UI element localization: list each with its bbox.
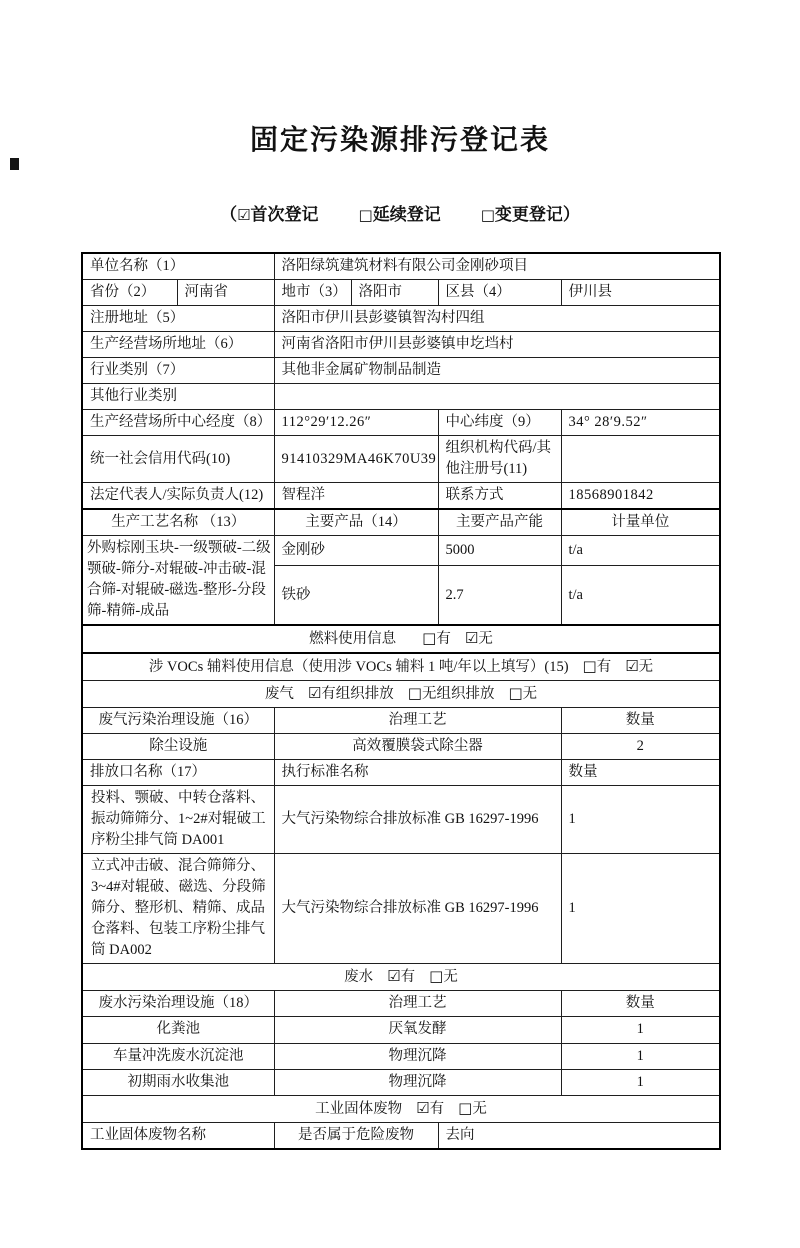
latitude-value: 34° 28′9.52″ [561,410,720,436]
paren-close: ） [562,205,580,224]
table-row [82,1069,720,1095]
outlet-name-cell: 立式冲击破、混合筛筛分、3~4#对辊破、磁选、分段筛筛分、整形机、精筛、成品仓落料、包装工序粉尘排气筒 DA002 [82,854,274,964]
checkbox-fuel-no-icon[interactable]: ☑ [464,629,479,648]
org-code-value [561,436,720,483]
county-value: 伊川县 [561,280,720,306]
unit-name-label: 单位名称（1） [82,253,274,280]
table-row [82,332,720,358]
table-row [82,410,720,436]
checkbox-vocs-no-icon[interactable]: ☑ [625,657,639,676]
solid-waste-yes-label: 有 [429,1100,445,1117]
waste-water-no-label: 无 [443,969,458,986]
credit-code-label: 统一社会信用代码(10) [82,436,274,483]
waste-water-yes-label: 有 [400,969,416,986]
product-unit-cell: t/a [561,536,720,566]
water-count-header: 数量 [561,991,720,1017]
unit-of-measure-header: 计量单位 [561,509,720,536]
water-facility-process-cell: 厌氧发酵 [274,1017,561,1043]
vocs-yes-label: 有 [596,659,612,676]
checkbox-solid-waste-yes-icon[interactable]: ☑ [416,1098,430,1117]
outlet-name-cell: 投料、颚破、中转仓落料、振动筛筛分、1~2#对辊破工序粉尘排气筒 DA001 [82,786,274,854]
province-value: 河南省 [177,280,274,306]
checkbox-change-registration-icon[interactable]: □ [480,206,495,224]
table-row [82,384,720,410]
table-row [82,653,720,681]
waste-water-label: 废水 [344,969,374,986]
outlet-name-header: 排放口名称（17） [82,760,274,786]
gas-facility-header: 废气污染治理设施（16） [82,708,274,734]
process-description-cell: 外购棕刚玉块-一级颚破-二级颚破-筛分-对辊破-冲击破-混合筛-对辊破-磁选-整形-分段筛-精筛-成品 [82,536,274,626]
table-row [82,1095,720,1122]
outlet-standard-header: 执行标准名称 [274,760,561,786]
solid-waste-name-header: 工业固体废物名称 [82,1122,274,1149]
organized-emission-label: 有组织排放 [321,686,394,703]
legal-representative-value: 智程洋 [274,483,438,510]
water-facility-header: 废水污染治理设施（18） [82,991,274,1017]
other-industry-value [274,384,720,410]
contact-label: 联系方式 [438,483,561,510]
outlet-standard-cell: 大气污染物综合排放标准 GB 16297-1996 [274,786,561,854]
water-facility-process-cell: 物理沉降 [274,1043,561,1069]
city-value: 洛阳市 [351,280,438,306]
table-row [82,625,720,653]
registered-address-label: 注册地址（5） [82,306,274,332]
water-facility-name-cell: 车量冲洗废水沉淀池 [82,1043,274,1069]
product-unit-cell: t/a [561,566,720,626]
gas-facility-process-cell: 高效覆膜袋式除尘器 [274,734,561,760]
table-row [82,280,720,306]
fuel-info-label: 燃料使用信息 [309,631,397,648]
fuel-yes-label: 有 [436,631,451,648]
table-header-row [82,1122,720,1149]
unit-name-value: 洛阳绿筑建筑材料有限公司金刚砂项目 [274,253,720,280]
table-row [82,1017,720,1043]
first-registration-label: 首次登记 [250,205,319,224]
solid-waste-destination-header: 去向 [438,1122,720,1149]
checkbox-fuel-yes-icon[interactable]: □ [422,629,437,648]
water-facility-name-cell: 初期雨水收集池 [82,1069,274,1095]
product-name-cell: 铁砂 [274,566,438,626]
outlet-count-cell: 1 [561,786,720,854]
table-header-row [82,509,720,536]
solid-waste-hazard-header: 是否属于危险废物 [274,1122,438,1149]
table-row [82,483,720,510]
capacity-header: 主要产品产能 [438,509,561,536]
registration-type-line [0,200,800,225]
process-name-header: 生产工艺名称 （13） [82,509,274,536]
table-header-row [82,760,720,786]
fuel-no-label: 无 [478,631,493,648]
water-facility-process-cell: 物理沉降 [274,1069,561,1095]
solid-waste-label: 工业固体废物 [315,1100,403,1117]
checkbox-renewal-registration-icon[interactable]: □ [358,206,373,224]
business-address-value: 河南省洛阳市伊川县彭婆镇申圪垱村 [274,332,720,358]
product-name-cell: 金刚砂 [274,536,438,566]
checkbox-organized-emission-icon[interactable]: ☑ [307,684,322,703]
org-code-label: 组织机构代码/其他注册号(11) [438,436,561,483]
legal-representative-label: 法定代表人/实际负责人(12) [82,483,274,510]
renewal-registration-label: 延续登记 [372,205,441,224]
county-label: 区县（4） [438,280,561,306]
outlet-count-cell: 1 [561,854,720,964]
vocs-info-label: 涉 VOCs 辅料使用信息（使用涉 VOCs 辅料 1 吨/年以上填写）(15) [148,659,569,676]
checkbox-solid-waste-no-icon[interactable]: □ [458,1098,473,1117]
industry-category-label: 行业类别（7） [82,358,274,384]
checkbox-vocs-yes-icon[interactable]: □ [582,657,597,676]
longitude-label: 生产经营场所中心经度（8） [82,410,274,436]
registered-address-value: 洛阳市伊川县彭婆镇智沟村四组 [274,306,720,332]
business-address-label: 生产经营场所地址（6） [82,332,274,358]
water-facility-count-cell: 1 [561,1043,720,1069]
gas-count-header: 数量 [561,708,720,734]
main-product-header: 主要产品（14） [274,509,438,536]
longitude-value: 112°29′12.26″ [274,410,438,436]
checkbox-waste-water-yes-icon[interactable]: ☑ [387,967,401,986]
table-header-row [82,991,720,1017]
table-row [82,854,720,964]
latitude-label: 中心纬度（9） [438,410,561,436]
waste-gas-label: 废气 [264,686,294,703]
outlet-standard-cell: 大气污染物综合排放标准 GB 16297-1996 [274,854,561,964]
checkbox-unorganized-emission-icon[interactable]: □ [407,684,422,703]
paren-open: （ [220,205,238,224]
vocs-no-label: 无 [638,659,654,676]
table-row [82,536,720,566]
checkbox-no-emission-icon[interactable]: □ [508,684,523,703]
table-row [82,1043,720,1069]
other-industry-label: 其他行业类别 [82,384,274,410]
water-facility-name-cell: 化粪池 [82,1017,274,1043]
table-row [82,786,720,854]
unorganized-emission-label: 无组织排放 [421,686,495,703]
checkbox-first-registration-icon[interactable]: ☑ [237,206,251,224]
registration-form-table [81,252,721,1150]
gas-treatment-process-header: 治理工艺 [274,708,561,734]
table-row [82,306,720,332]
scan-artifact-mark [10,158,19,170]
industry-category-value: 其他非金属矿物制品制造 [274,358,720,384]
credit-code-value: 91410329MA46K70U39 [274,436,438,483]
table-header-row [82,708,720,734]
table-row [82,253,720,280]
gas-facility-count-cell: 2 [561,734,720,760]
table-row [82,436,720,483]
table-row [82,734,720,760]
change-registration-label: 变更登记 [494,205,563,224]
checkbox-waste-water-no-icon[interactable]: □ [429,967,444,986]
page-title: 固定污染源排污登记表 [249,125,550,156]
table-row [82,358,720,384]
no-emission-label: 无 [522,686,538,703]
water-facility-count-cell: 1 [561,1017,720,1043]
product-capacity-cell: 2.7 [438,566,561,626]
outlet-count-header: 数量 [561,760,720,786]
city-label: 地市（3） [274,280,351,306]
gas-facility-name-cell: 除尘设施 [82,734,274,760]
solid-waste-no-label: 无 [472,1100,487,1117]
province-label: 省份（2） [82,280,177,306]
water-facility-count-cell: 1 [561,1069,720,1095]
product-capacity-cell: 5000 [438,536,561,566]
water-treatment-process-header: 治理工艺 [274,991,561,1017]
table-row [82,681,720,708]
table-row [82,964,720,991]
contact-value: 18568901842 [561,483,720,510]
